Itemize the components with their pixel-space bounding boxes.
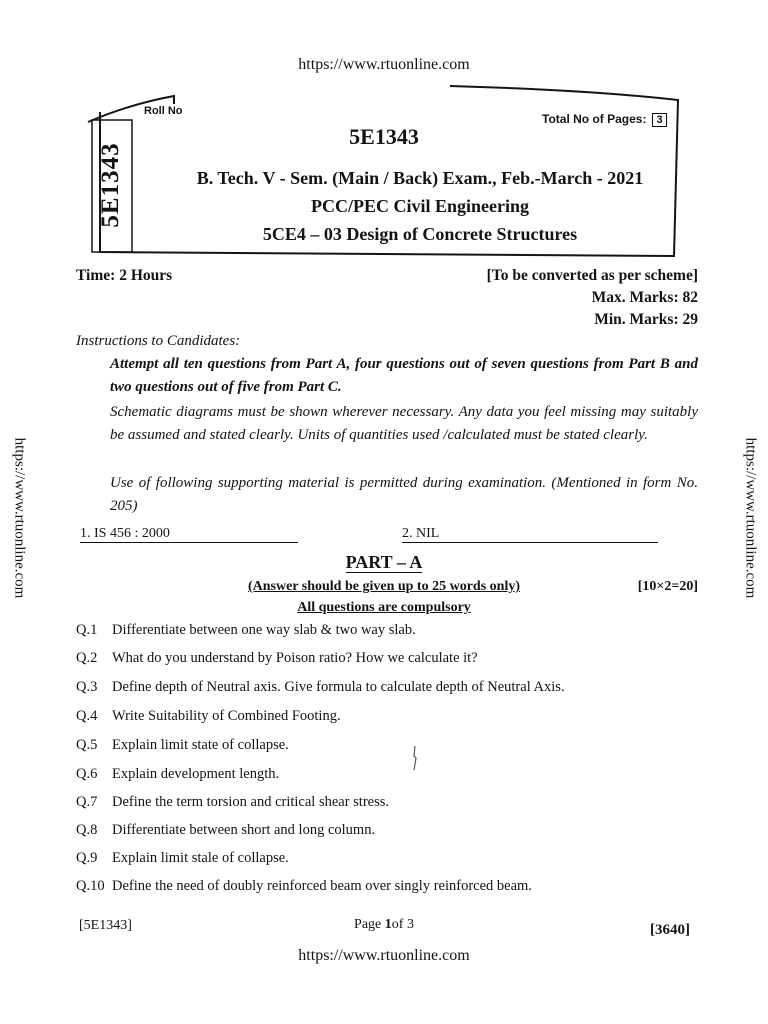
question-item	[76, 679, 565, 696]
instruction-item: Attempt all ten questions from Part A, four questions out of seven questions from Part B and two questions out of five from Part C.	[110, 356, 698, 395]
exam-title: B. Tech. V - Sem. (Main / Back) Exam., Feb.-March - 2021	[196, 168, 644, 188]
question-text: Define the term torsion and critical shear stress.	[112, 794, 390, 810]
material-text: NIL	[416, 526, 440, 541]
material-item	[402, 526, 658, 543]
part-a-rule: (Answer should be given up to 25 words only)	[247, 579, 520, 594]
watermark-url-bottom: https://www.rtuonline.com	[298, 947, 470, 964]
question-item	[76, 794, 389, 811]
question-item	[76, 822, 375, 839]
question-text: Differentiate between short and long column.	[112, 822, 376, 838]
question-number: Q.8	[76, 822, 98, 838]
question-item	[76, 650, 478, 667]
course-title: 5CE4 – 03 Design of Concrete Structures	[262, 224, 578, 244]
page-of: of	[391, 917, 404, 932]
question-item	[76, 878, 532, 895]
footer-paper-id: [3640]	[650, 922, 690, 938]
question-text: Explain development length.	[112, 766, 280, 782]
instruction-item: Schematic diagrams must be shown wherever necessary. Any data you feel missing may suitably be assumed and stated clearly. Units of quantities used /calculated must be stated clearly.	[110, 404, 698, 443]
paper-code: 5E1343	[349, 124, 419, 149]
question-number: Q.6	[76, 766, 98, 782]
part-a-title-text: PART – A	[345, 552, 423, 572]
question-item	[76, 737, 289, 754]
page-total: 3	[406, 917, 414, 932]
question-text: Define the need of doubly reinforced beam over singly reinforced beam.	[112, 878, 532, 894]
total-pages-value: 3	[652, 113, 666, 127]
question-item	[76, 622, 416, 639]
total-pages-label: Total No of Pages:	[542, 112, 647, 126]
department-title: PCC/PEC Civil Engineering	[310, 196, 529, 216]
material-text: IS 456 : 2000	[94, 526, 170, 541]
page-current: 1	[384, 917, 392, 932]
exam-time: Time: 2 Hours	[76, 267, 173, 284]
question-text: Differentiate between one way slab & two way slab.	[112, 622, 416, 638]
question-number: Q.5	[76, 737, 98, 753]
max-marks: Max. Marks: 82	[591, 289, 698, 306]
pencil-stroke-mark	[410, 744, 420, 774]
min-marks: Min. Marks: 29	[594, 311, 698, 328]
question-item	[76, 766, 279, 783]
side-paper-code: 5E1343	[97, 142, 124, 228]
part-a-title	[0, 552, 768, 573]
watermark-url-top: https://www.rtuonline.com	[298, 56, 470, 73]
question-text: Define depth of Neutral axis. Give formula to calculate depth of Neutral Axis.	[112, 679, 565, 695]
page-label: Page	[354, 917, 382, 932]
question-text: Explain limit stale of collapse.	[112, 850, 289, 866]
question-number: Q.10	[76, 878, 105, 894]
question-text: Write Suitability of Combined Footing.	[112, 708, 341, 724]
question-text: What do you understand by Poison ratio? How we calculate it?	[112, 650, 478, 666]
instruction-item: Use of following supporting material is permitted during examination. (Mentioned in form No. 205)	[110, 475, 698, 514]
instructions-heading: Instructions to Candidates:	[76, 333, 241, 349]
question-number: Q.1	[76, 622, 98, 638]
watermark-url-left: https://www.rtuonline.com	[11, 437, 28, 599]
question-number: Q.7	[76, 794, 98, 810]
question-item	[76, 850, 289, 867]
question-number: Q.4	[76, 708, 98, 724]
scheme-note: [To be converted as per scheme]	[486, 267, 698, 284]
roll-no-label: Roll No	[144, 105, 183, 117]
material-number: 2.	[402, 526, 413, 541]
question-text: Explain limit state of collapse.	[112, 737, 289, 753]
watermark-url-right: https://www.rtuonline.com	[742, 437, 759, 599]
question-number: Q.9	[76, 850, 98, 866]
part-a-marks: [10×2=20]	[637, 579, 698, 594]
question-item	[76, 708, 341, 725]
footer-paper-code: [5E1343]	[79, 918, 132, 933]
material-item	[80, 526, 298, 543]
question-number: Q.2	[76, 650, 98, 666]
part-a-compulsory: All questions are compulsory	[297, 600, 471, 615]
question-number: Q.3	[76, 679, 98, 695]
material-number: 1.	[80, 526, 91, 541]
